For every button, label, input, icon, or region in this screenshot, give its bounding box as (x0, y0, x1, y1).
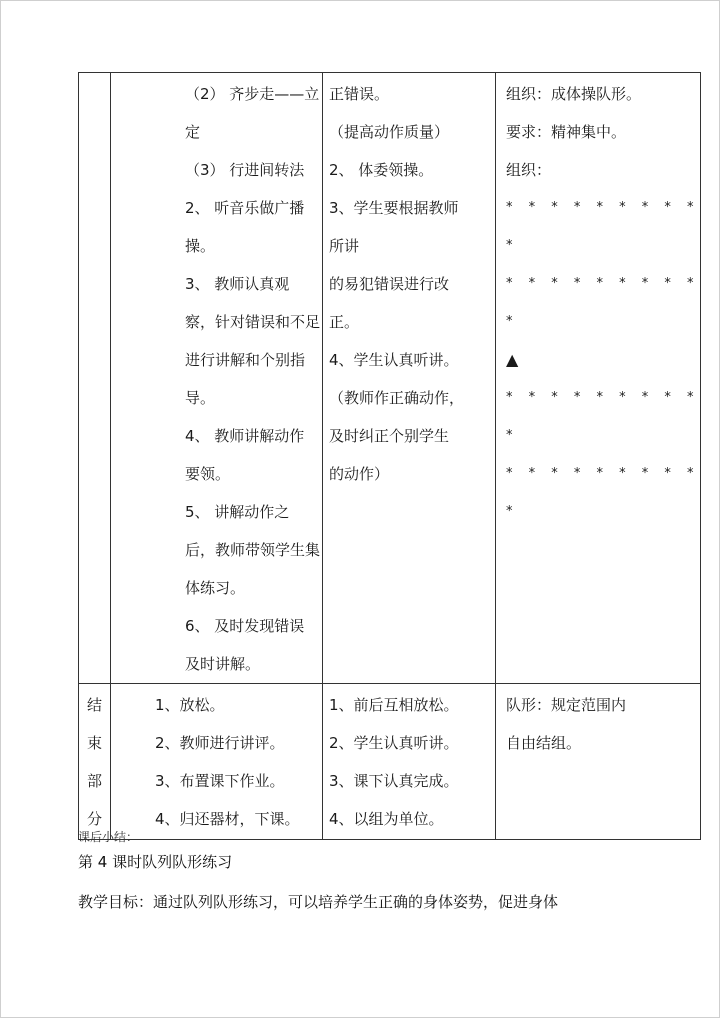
step-line: 进行讲解和个别指 (185, 351, 306, 369)
step-line: 要领。 (185, 465, 231, 483)
org-line: 组织： (506, 161, 552, 179)
step-line: 2、 听音乐做广播 (185, 199, 305, 217)
section-label-char: 结 (86, 696, 102, 714)
ending-org-line: 队形：规定范围内 (506, 696, 627, 714)
student-line: 正错误。 (329, 85, 390, 103)
org-line: 要求：精神集中。 (506, 123, 627, 141)
student-line: 2、 体委领操。 (329, 161, 434, 179)
ending-teacher-line: 2、教师进行讲评。 (155, 734, 285, 752)
student-line: 及时纠正个别学生 (329, 427, 450, 445)
student-line: 所讲 (329, 237, 360, 255)
section-cell-empty (79, 73, 111, 684)
formation-stars-row: * * * * * * * * * (506, 200, 700, 215)
step-line: 操。 (185, 237, 216, 255)
step-line: 察，针对错误和不足 (185, 313, 321, 331)
after-class-summary-label: 课后小结： (78, 830, 139, 844)
ending-student-line: 1、前后互相放松。 (329, 696, 459, 714)
student-line: 的易犯错误进行改 (329, 275, 450, 293)
ending-student-line: 4、以组为单位。 (329, 810, 444, 828)
formation-stars-row: * * * * * * * * * (506, 276, 700, 291)
formation-stars-tail: * (506, 504, 513, 519)
section-label-char: 束 (86, 734, 102, 752)
organization-cell (496, 73, 701, 684)
section-label-char: 部 (86, 772, 102, 790)
ending-section-row (79, 684, 701, 840)
ending-section-label (79, 684, 111, 840)
teacher-position-icon: ▲ (506, 350, 519, 369)
step-line: 5、 讲解动作之 (185, 503, 290, 521)
lesson-plan-table (78, 72, 701, 840)
step-line: 及时讲解。 (185, 655, 261, 673)
student-line: （教师作正确动作， (329, 389, 465, 407)
step-line: 体练习。 (185, 579, 246, 597)
step-line: 6、 及时发现错误 (185, 617, 305, 635)
ending-student-cell (323, 684, 496, 840)
student-line: 4、学生认真听讲。 (329, 351, 459, 369)
lesson-heading: 第 4 课时队列队形练习 (78, 853, 233, 871)
step-line: 定 (185, 123, 201, 141)
step-line: 3、 教师认真观 (185, 275, 290, 293)
student-line: 3、学生要根据教师 (329, 199, 459, 217)
student-line: 正。 (329, 313, 360, 331)
formation-stars-tail: * (506, 314, 513, 329)
teacher-steps-cell (111, 73, 323, 684)
ending-student-line: 3、课下认真完成。 (329, 772, 459, 790)
teaching-goal: 教学目标：通过队列队形练习，可以培养学生正确的身体姿势，促进身体 (78, 893, 559, 911)
ending-teacher-line: 1、放松。 (155, 696, 225, 714)
ending-teacher-line: 4、归还器材，下课。 (155, 810, 300, 828)
section-label-char: 分 (86, 810, 102, 828)
formation-stars-tail: * (506, 428, 513, 443)
ending-student-line: 2、学生认真听讲。 (329, 734, 459, 752)
org-line: 组织：成体操队形。 (506, 85, 642, 103)
student-line: 的动作） (329, 465, 390, 483)
formation-stars-tail: * (506, 238, 513, 253)
ending-org-cell (496, 684, 701, 840)
step-line: （3） 行进间转法 (185, 161, 305, 179)
formation-stars-row: * * * * * * * * * (506, 390, 700, 405)
step-line: 4、 教师讲解动作 (185, 427, 305, 445)
ending-teacher-cell (111, 684, 323, 840)
student-activities-cell (323, 73, 496, 684)
content-row (79, 73, 701, 684)
ending-teacher-line: 3、布置课下作业。 (155, 772, 285, 790)
step-line: 后，教师带领学生集 (185, 541, 321, 559)
ending-org-line: 自由结组。 (506, 734, 582, 752)
formation-stars-row: * * * * * * * * * (506, 466, 700, 481)
step-line: （2） 齐步走——立 (185, 85, 320, 103)
student-line: （提高动作质量） (329, 123, 450, 141)
step-line: 导。 (185, 389, 216, 407)
